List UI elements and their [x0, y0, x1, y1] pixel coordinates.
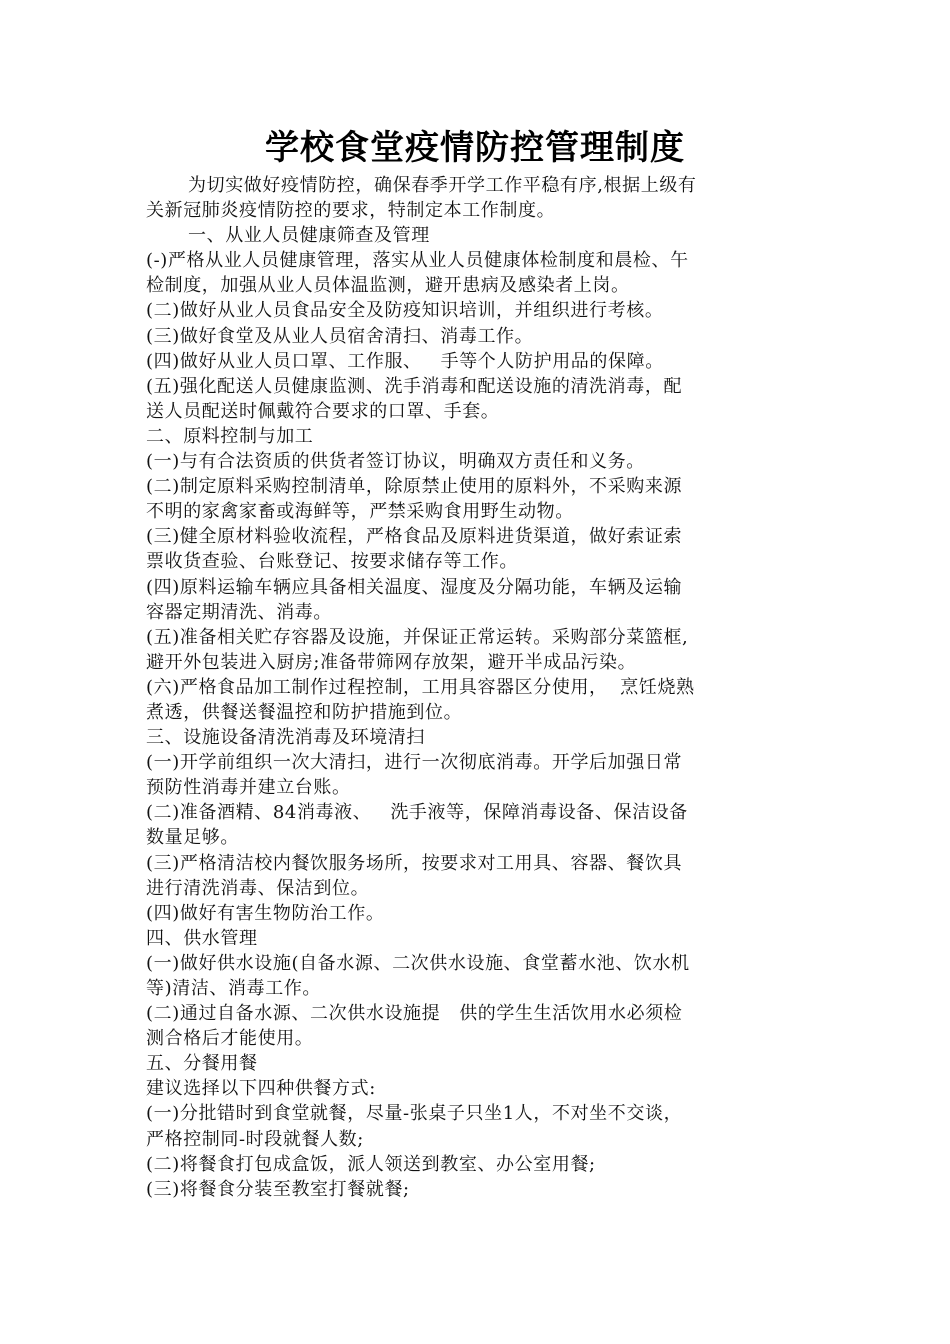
- paragraph-line: 送人员配送时佩戴符合要求的口罩、手套。: [146, 400, 500, 422]
- paragraph-line: (五)准备相关贮存容器及设施，并保证正常运转。采购部分菜篮框,: [146, 626, 689, 648]
- paragraph-line: 避开外包装进入厨房;准备带筛网存放架，避开半成品污染。: [146, 651, 637, 673]
- section-heading: 二、原料控制与加工: [146, 425, 314, 447]
- paragraph-line: 等)清洁、消毒工作。: [146, 978, 322, 999]
- paragraph-line: 票收货查验、台账登记、按要求储存等工作。: [146, 551, 518, 573]
- section-heading: 四、供水管理: [146, 927, 258, 949]
- paragraph-line: (四)做好有害生物防治工作。: [146, 902, 385, 924]
- paragraph-line: (二)制定原料采购控制清单，除原禁止使用的原料外，不采购来源: [146, 476, 683, 498]
- paragraph-line: (五)强化配送人员健康监测、洗手消毒和配送设施的清洗消毒，配: [146, 375, 683, 397]
- section-heading: 三、设施设备清洗消毒及环境清扫: [146, 727, 425, 749]
- paragraph-line: (一)做好供水设施(自备水源、二次供水设施、食堂蓄水池、饮水机: [146, 952, 690, 974]
- paragraph-line: 严格控制同-时段就餐人数;: [146, 1128, 364, 1150]
- paragraph-line: (六)严格食品加工制作过程控制，工用具容器区分使用， 烹饪烧熟: [146, 676, 695, 698]
- paragraph-line: (三)将餐食分装至教室打餐就餐;: [146, 1178, 410, 1200]
- paragraph-line: 预防性消毒并建立台账。: [146, 777, 351, 799]
- document-body: [146, 173, 816, 1202]
- paragraph-line: 测合格后才能使用。: [146, 1028, 314, 1050]
- document-title: 学校食堂疫情防控管理制度: [265, 128, 685, 168]
- section-heading: 五、分餐用餐: [146, 1053, 258, 1075]
- paragraph-line: (-)严格从业人员健康管理，落实从业人员健康体检制度和晨检、午: [146, 250, 689, 272]
- paragraph-line: 为切实做好疫情防控，确保春季开学工作平稳有序,根据上级有: [188, 175, 697, 196]
- paragraph-line: (三)严格清洁校内餐饮服务场所，按要求对工用具、容器、餐饮具: [146, 852, 683, 874]
- paragraph-line: 进行清洗消毒、保洁到位。: [146, 877, 370, 899]
- paragraph-line: (三)健全原材料验收流程，严格食品及原料进货渠道，做好索证索: [146, 526, 683, 548]
- paragraph-line: 不明的家禽家畜或海鲜等，严禁采购食用野生动物。: [146, 501, 574, 523]
- paragraph-line: 检制度，加强从业人员体温监测，避开患病及感染者上岗。: [146, 275, 630, 297]
- paragraph-line: 容器定期清洗、消毒。: [146, 601, 332, 623]
- paragraph-line: (三)做好食堂及从业人员宿舍清扫、消毒工作。: [146, 325, 534, 347]
- paragraph-line: (二)将餐食打包成盒饭，派人领送到教室、办公室用餐;: [146, 1153, 596, 1175]
- section-heading: 一、从业人员健康筛查及管理: [188, 225, 430, 247]
- paragraph-line: (二)准备酒精、84消毒液、 洗手液等，保障消毒设备、保洁设备: [146, 802, 688, 824]
- paragraph-line: 建议选择以下四种供餐方式:: [146, 1078, 376, 1100]
- paragraph-line: (一)与有合法资质的供货者签订协议，明确双方责任和义务。: [146, 451, 645, 473]
- paragraph-line: 关新冠肺炎疫情防控的要求，特制定本工作制度。: [146, 200, 556, 222]
- paragraph-line: (一)分批错时到食堂就餐，尽量-张桌子只坐1人，不对坐不交谈，: [146, 1103, 683, 1125]
- paragraph-line: (一)开学前组织一次大清扫，进行一次彻底消毒。开学后加强日常: [146, 752, 683, 774]
- paragraph-line: 煮透，供餐送餐温控和防护措施到位。: [146, 701, 463, 723]
- paragraph-line: (二)通过自备水源、二次供水设施提 供的学生生活饮用水必须检: [146, 1003, 683, 1025]
- paragraph-line: (四)做好从业人员口罩、工作服、 手等个人防护用品的保障。: [146, 350, 664, 372]
- paragraph-line: 数量足够。: [146, 827, 239, 849]
- paragraph-line: (二)做好从业人员食品安全及防疫知识培训，并组织进行考核。: [146, 300, 664, 322]
- paragraph-line: (四)原料运输车辆应具备相关温度、湿度及分隔功能，车辆及运输: [146, 576, 683, 598]
